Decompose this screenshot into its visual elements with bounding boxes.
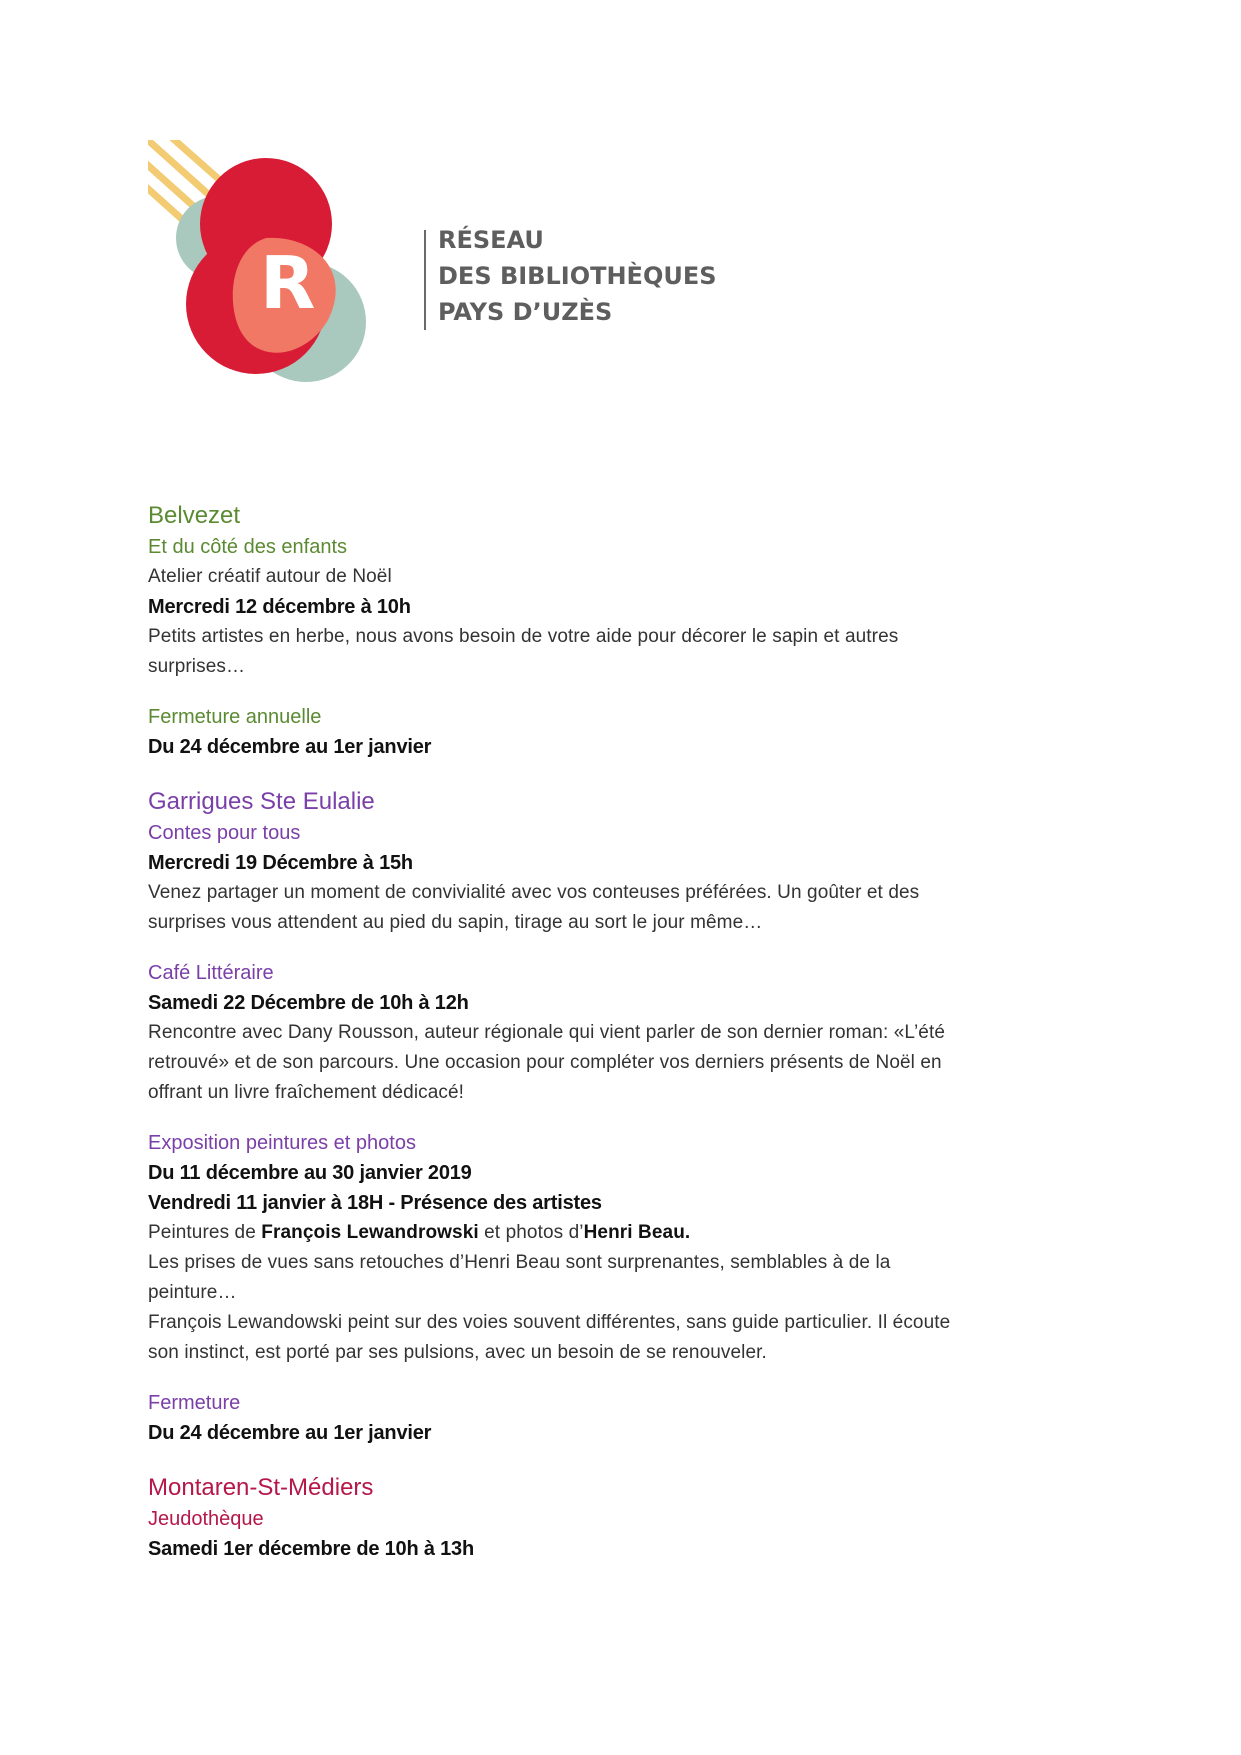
event-credits xyxy=(148,1218,1108,1248)
events-content xyxy=(148,500,1108,1564)
event-heading: Fermeture xyxy=(148,1392,241,1414)
event-description: offrant un livre fraîchement dédicacé! xyxy=(148,1082,465,1103)
event-description: Rencontre avec Dany Rousson, auteur régionale qui vient parler de son dernier roman: «L’été xyxy=(148,1022,946,1043)
town-title-belvezet: Belvezet xyxy=(148,502,241,529)
event-description: peinture… xyxy=(148,1282,237,1303)
logo-initial: R xyxy=(260,241,316,325)
event-description: son instinct, est porté par ses pulsions, avec un besoin de se renouveler. xyxy=(148,1342,767,1363)
event-date: Samedi 22 Décembre de 10h à 12h xyxy=(148,992,469,1014)
section-montaren xyxy=(148,1472,1108,1564)
town-title-garrigues: Garrigues Ste Eulalie xyxy=(148,788,375,815)
credit-middle: et photos d’ xyxy=(478,1222,584,1243)
town-title-montaren: Montaren-St-Médiers xyxy=(148,1474,374,1501)
event-description: Venez partager un moment de convivialité avec vos conteuses préférées. Un goûter et des xyxy=(148,882,920,903)
event-description: surprises… xyxy=(148,656,246,677)
event-date: Du 11 décembre au 30 janvier 2019 xyxy=(148,1162,472,1184)
photographer-name: Henri Beau. xyxy=(583,1222,691,1243)
library-network-logo xyxy=(148,140,768,400)
section-belvezet xyxy=(148,500,1108,762)
event-description: surprises vous attendent au pied du sapin, tirage au sort le jour même… xyxy=(148,912,763,933)
logo-line-3: PAYS D’UZÈS xyxy=(438,298,613,326)
event-heading: Et du côté des enfants xyxy=(148,536,348,558)
painter-name: François Lewandrowski xyxy=(261,1222,479,1243)
event-description: retrouvé» et de son parcours. Une occasion pour compléter vos derniers présents de Noël en xyxy=(148,1052,942,1073)
event-heading: Café Littéraire xyxy=(148,962,274,984)
event-heading: Exposition peintures et photos xyxy=(148,1132,416,1154)
logo-line-1: RÉSEAU xyxy=(438,226,544,254)
event-date: Du 24 décembre au 1er janvier xyxy=(148,736,432,758)
event-date: Mercredi 12 décembre à 10h xyxy=(148,596,411,618)
event-date: Samedi 1er décembre de 10h à 13h xyxy=(148,1538,474,1560)
event-description: François Lewandowski peint sur des voies souvent différentes, sans guide particulier. Il écoute xyxy=(148,1312,951,1333)
event-date: Vendredi 11 janvier à 18H - Présence des artistes xyxy=(148,1192,602,1214)
credit-prefix: Peintures de xyxy=(148,1222,262,1243)
event-heading: Fermeture annuelle xyxy=(148,706,322,728)
event-description: Petits artistes en herbe, nous avons besoin de votre aide pour décorer le sapin et autres xyxy=(148,626,899,647)
event-description: Les prises de vues sans retouches d’Henri Beau sont surprenantes, semblables à de la xyxy=(148,1252,891,1273)
logo-circles-graphic xyxy=(148,140,408,400)
event-heading: Jeudothèque xyxy=(148,1508,264,1530)
event-subtitle: Atelier créatif autour de Noël xyxy=(148,566,392,587)
event-date: Mercredi 19 Décembre à 15h xyxy=(148,852,413,874)
logo-line-2: DES BIBLIOTHÈQUES xyxy=(438,262,717,290)
section-garrigues xyxy=(148,786,1108,1448)
logo-wordmark xyxy=(438,222,717,330)
event-date: Du 24 décembre au 1er janvier xyxy=(148,1422,432,1444)
event-heading: Contes pour tous xyxy=(148,822,301,844)
logo-divider xyxy=(424,230,426,330)
